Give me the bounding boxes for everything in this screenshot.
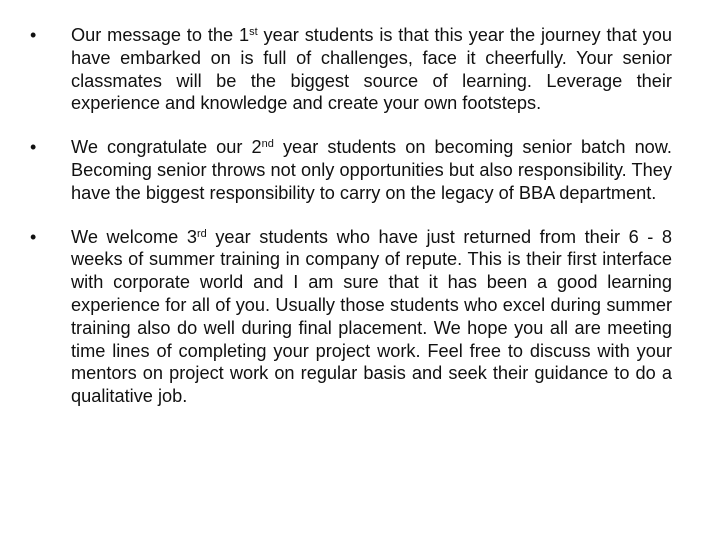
bullet-dot-icon: • — [30, 25, 37, 45]
bullet-text-superscript: st — [249, 25, 258, 38]
bullet-item-first-year — [30, 24, 672, 115]
bullet-text-post: year students who have just returned from their 6 - 8 weeks of summer training in company of repute. This is their first interface with corporate world and I am sure that it has been a good learning experience for all of you. Usually those students who excel during summer training also do well during final placement. We hope you all are meeting time lines of completing your project work. Feel free to discuss with your mentors on project work on regular basis and seek their guidance to do a qualitative job. — [71, 226, 672, 407]
bullet-dot-icon: • — [30, 137, 37, 158]
bullet-text-post: year students is that this year the journey that you have embarked on is full of challenges, face it cheerfully. Your senior classmates will be the biggest source of learning. Leverage their experience and knowledge and create your own footsteps. — [71, 25, 672, 114]
bullet-text-pre: We congratulate our 2 — [71, 137, 262, 158]
bullet-text-pre: We welcome 3 — [71, 226, 197, 247]
bullet-item-third-year — [30, 226, 672, 408]
bullet-text-pre: Our message to the 1 — [71, 25, 250, 45]
bullet-text-post: year students on becoming senior batch now. Becoming senior throws not only opportunities but also responsibility. They have the biggest responsibility to carry on the legacy of BBA department. — [71, 137, 672, 203]
bullet-text-superscript: nd — [261, 138, 274, 151]
bullet-dot-icon: • — [30, 226, 37, 247]
bullet-list — [30, 24, 672, 408]
bullet-text-superscript: rd — [196, 227, 207, 240]
bullet-item-second-year — [30, 136, 672, 204]
